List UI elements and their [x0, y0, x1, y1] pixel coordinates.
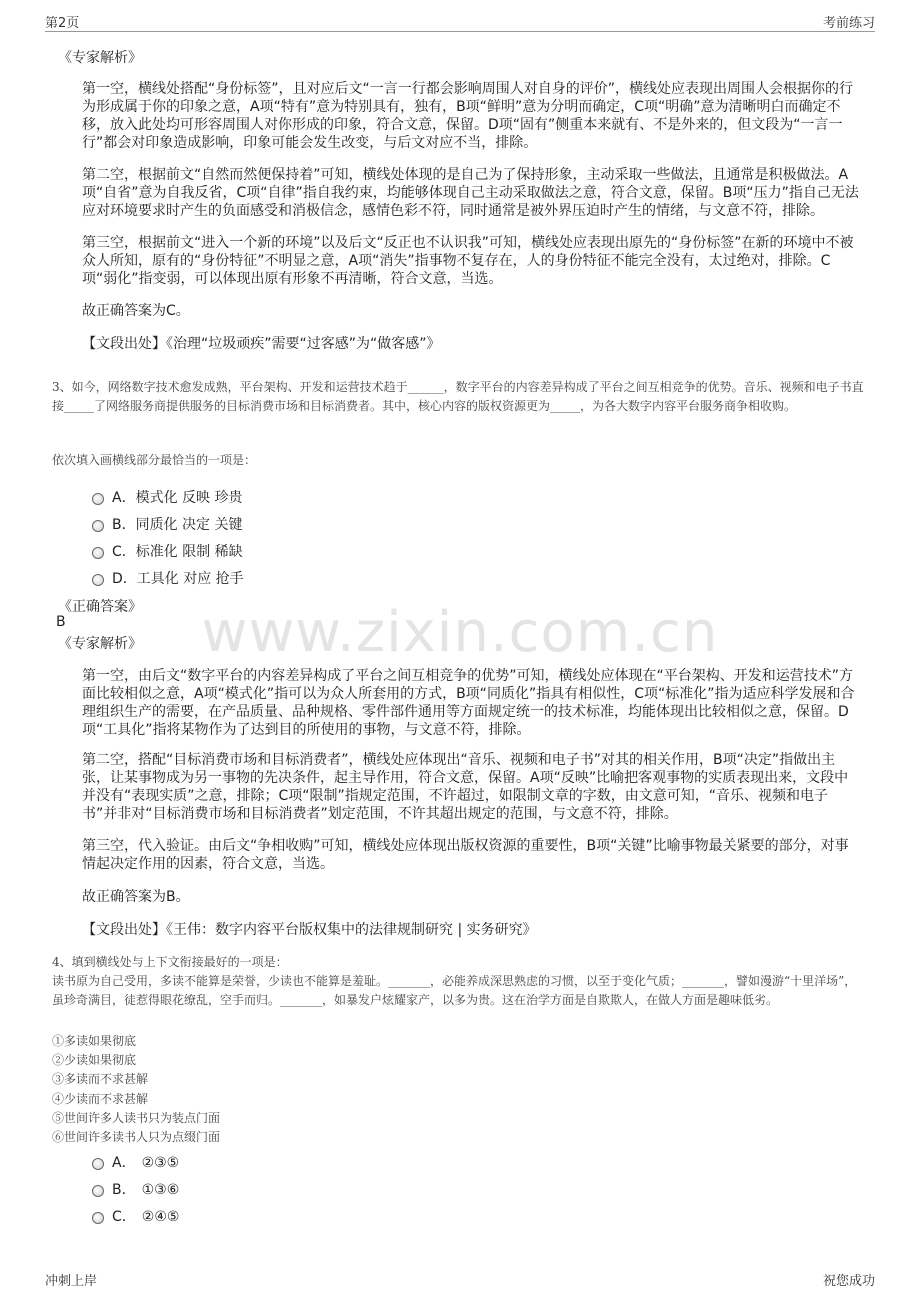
question-4-option-b[interactable] — [92, 1179, 179, 1199]
analysis-paragraph-2: 第二空，根据前文“自然而然便保持着”可知，横线处体现的是自己为了保持形象，主动采取一些做法，且通常是积极做法。A项“自省”意为自我反省，C项“自律”指自我约束，均能够体现自己主动采取做法之意，符合文意，保留。B项“压力”指自己无法应对环境要求时产生的负面感受和消极信念，感情色彩不符，同时通常是被外界压迫时产生的情绪，与文意不符，排除。 — [82, 167, 859, 219]
question-4-passage: 读书原为自己受用，多读不能算是荣誉，少读也不能算是羞耻。_______，必能养成深思熟虑的习惯，以至于变化气质；_______，譬如漫游“十里洋场”，虽珍奇满目，徒惹得眼花缭乱，空手而归。_______，如暴发户炫耀家产，以多为贵。这在治学方面是自欺欺人，在做人方面是趣味低劣。 — [52, 974, 857, 1007]
correct-answer-value: B — [56, 614, 66, 630]
list-item: ①多读如果彻底 — [52, 1034, 137, 1048]
radio-icon[interactable] — [92, 1212, 104, 1224]
watermark: www.zixin.com.cn — [201, 600, 719, 665]
footer-right-text: 祝您成功 — [822, 1274, 875, 1289]
expert-analysis-label: 《专家解析》 — [58, 50, 142, 66]
expert-analysis-label: 《专家解析》 — [58, 636, 142, 652]
option-label: B． — [112, 1182, 136, 1198]
header-divider — [45, 31, 875, 32]
analysis-paragraph-1: 第一空，由后文“数字平台的内容差异构成了平台之间互相竞争的优势”可知，横线处应体现在“平台架构、开发和运营技术”方面比较相似之意，A项“模式化”指可以为众人所套用的方式，B项“同质化”指具有相似性，C项“标准化”指为适应科学发展和合理组织生产的需要，在产品质量、品种规格、零件部件通用等方面规定统一的技术标准，均能体现出比较相似之意，保留。D项“工具化”指将某物作为了达到目的所使用的事物，与文意不符，排除。 — [82, 668, 855, 738]
question-3-option-b[interactable] — [92, 514, 243, 534]
option-label: A． — [112, 490, 136, 506]
option-label: B． — [112, 517, 136, 533]
option-label: D． — [112, 571, 137, 587]
list-item: ②少读如果彻底 — [52, 1053, 137, 1067]
analysis-paragraph-3: 第三空，代入验证。由后文“争相收购”可知，横线处应体现出版权资源的重要性，B项“关键”比喻事物最关紧要的部分，对事情起决定作用的因素，符合文意，当选。 — [82, 838, 849, 872]
analysis-paragraph-2: 第二空，搭配“目标消费市场和目标消费者”，横线处应体现出“音乐、视频和电子书”对其的相关作用，B项“决定”指做出主张，让某事物成为另一事物的先决条件，起主导作用，符合文意，保留。A项“反映”比喻把客观事物的实质表现出来，文段中并没有“表现实质”之意，排除；C项“限制”指规定范围，不许超过，如限制文章的字数，由文意可知，“音乐、视频和电子书”并非对“目标消费市场和目标消费者”划定范围，不许其超出规定的范围，与文意不符，排除。 — [82, 752, 849, 822]
answer-statement: 故正确答案为B。 — [82, 889, 190, 905]
question-4-option-c[interactable] — [92, 1206, 179, 1226]
answer-statement: 故正确答案为C。 — [82, 303, 190, 319]
option-text: ①③⑥ — [141, 1182, 180, 1198]
list-item: ⑤世间许多人读书只为装点门面 — [52, 1111, 221, 1125]
question-3-option-d[interactable] — [92, 568, 244, 588]
question-3-prompt: 依次填入画横线部分最恰当的一项是： — [52, 453, 257, 467]
question-3-option-c[interactable] — [92, 541, 243, 561]
option-text: 模式化 反映 珍贵 — [135, 490, 243, 506]
list-item: ③多读而不求甚解 — [52, 1072, 149, 1086]
list-item: ④少读而不求甚解 — [52, 1092, 149, 1106]
page-number: 第2页 — [45, 16, 80, 31]
footer-left-text: 冲刺上岸 — [45, 1274, 98, 1289]
question-4-option-a[interactable] — [92, 1152, 179, 1172]
radio-icon[interactable] — [92, 1158, 104, 1170]
option-label: A． — [112, 1155, 136, 1171]
option-text: 同质化 决定 关键 — [135, 517, 243, 533]
question-3-option-a[interactable] — [92, 487, 242, 507]
radio-icon[interactable] — [92, 520, 104, 532]
radio-icon[interactable] — [92, 547, 104, 559]
option-text: ②④⑤ — [141, 1209, 180, 1225]
option-label: C． — [112, 1209, 136, 1225]
radio-icon[interactable] — [92, 574, 104, 586]
analysis-paragraph-3: 第三空，根据前文“进入一个新的环境”以及后文“反正也不认识我”可知，横线处应表现出原先的“身份标签”在新的环境中不被众人所知，原有的“身份特征”不明显之意，A项“消失”指事物不复存在，人的身份特征不能完全没有，太过绝对，排除。C项“弱化”指变弱，可以体现出原有形象不再清晰，符合文意，当选。 — [82, 235, 854, 287]
analysis-paragraph-1: 第一空，横线处搭配“身份标签”，且对应后文“一言一行都会影响周围人对自身的评价”，横线处应表现出周围人会根据你的行为形成属于你的印象之意，A项“特有”意为特别具有，独有，B项“鲜明”意为分明而确定，C项“明确”意为清晰明白而确定不移，放入此处均可形容周围人对你形成的印象，符合文意，保留。D项“固有”侧重本来就有、不是外来的，但文段为“一言一行”都会对印象造成影响，印象可能会发生改变，与后文对应不当，排除。 — [82, 81, 854, 151]
source-citation: 【文段出处】《治理“垃圾顽疾”需要“过客感”为“做客感”》 — [82, 336, 441, 352]
radio-icon[interactable] — [92, 493, 104, 505]
source-citation: 【文段出处】《王伟：数字内容平台版权集中的法律规制研究 | 实务研究》 — [82, 922, 537, 938]
radio-icon[interactable] — [92, 1185, 104, 1197]
list-item: ⑥世间许多读书人只为点缀门面 — [52, 1130, 221, 1144]
option-label: C． — [112, 544, 136, 560]
option-text: ②③⑤ — [141, 1155, 180, 1171]
document-label: 考前练习 — [822, 16, 875, 31]
question-3-stem: 3、如今，网络数字技术愈发成熟，平台架构、开发和运营技术趋于______，数字平台的内容差异构成了平台之间互相竞争的优势。音乐、视频和电子书直接_____了网络服务商提供服务的目标消费市场和目标消费者。其中，核心内容的版权资源更为_____，为各大数字内容平台服务商争相收购。 — [52, 380, 864, 413]
option-text: 标准化 限制 稀缺 — [135, 544, 243, 560]
option-text: 工具化 对应 抢手 — [136, 571, 244, 587]
correct-answer-label: 《正确答案》 — [58, 599, 142, 615]
question-4-stem: 4、填到横线处与上下文衔接最好的一项是： — [52, 955, 288, 969]
